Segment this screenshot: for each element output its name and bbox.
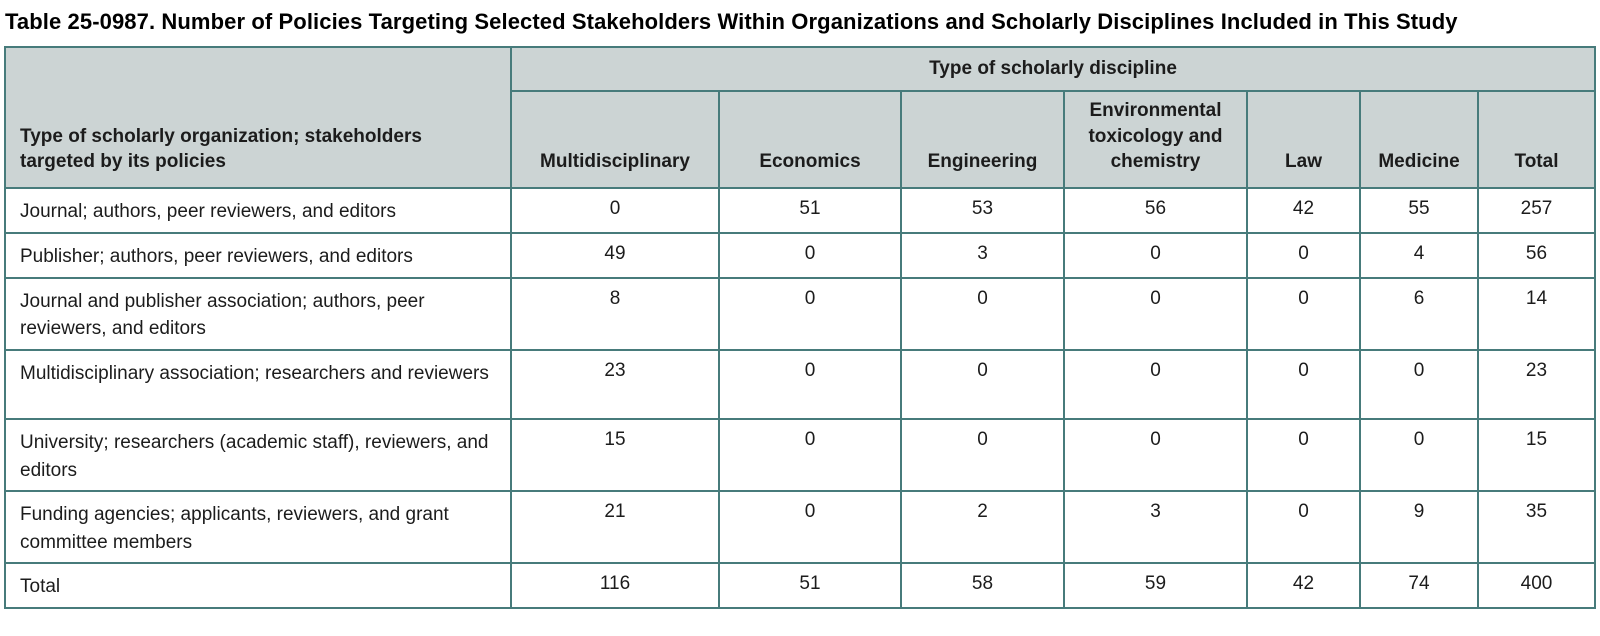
row-label: University; researchers (academic staff), reviewers, and editors: [5, 419, 511, 491]
column-header-total: Total: [1478, 91, 1595, 188]
value-cell: 0: [511, 188, 719, 233]
value-cell: 257: [1478, 188, 1595, 233]
total-value-cell: 42: [1247, 563, 1360, 608]
value-cell: 0: [1064, 278, 1247, 350]
value-cell: 3: [901, 233, 1064, 278]
value-cell: 0: [1247, 491, 1360, 563]
value-cell: 0: [1064, 419, 1247, 491]
table-body: [5, 188, 1595, 608]
value-cell: 0: [901, 278, 1064, 350]
value-cell: 0: [1064, 233, 1247, 278]
table-title: Table 25-0987. Number of Policies Targeting Selected Stakeholders Within Organizations and Scholarly Disciplines Included in This Study: [5, 9, 1458, 34]
page: [0, 6, 1600, 636]
row-label: Publisher; authors, peer reviewers, and editors: [5, 233, 511, 278]
value-cell: 0: [1247, 350, 1360, 419]
value-cell: 0: [719, 491, 901, 563]
column-group-header: Type of scholarly discipline: [511, 47, 1595, 91]
table-row: [5, 491, 1595, 563]
value-cell: 9: [1360, 491, 1478, 563]
value-cell: 6: [1360, 278, 1478, 350]
table-row: [5, 233, 1595, 278]
row-header-label: Type of scholarly organization; stakeholders targeted by its policies: [5, 47, 511, 188]
value-cell: 0: [719, 350, 901, 419]
table-row: [5, 188, 1595, 233]
value-cell: 15: [1478, 419, 1595, 491]
total-value-cell: 59: [1064, 563, 1247, 608]
value-cell: 15: [511, 419, 719, 491]
column-header-law: Law: [1247, 91, 1360, 188]
value-cell: 0: [1360, 419, 1478, 491]
total-value-cell: 116: [511, 563, 719, 608]
value-cell: 2: [901, 491, 1064, 563]
value-cell: 0: [901, 419, 1064, 491]
value-cell: 21: [511, 491, 719, 563]
group-header-row: [5, 47, 1595, 91]
column-header-multidisciplinary: Multidisciplinary: [511, 91, 719, 188]
table-row: [5, 350, 1595, 419]
total-row-label: Total: [5, 563, 511, 608]
value-cell: 0: [719, 419, 901, 491]
value-cell: 0: [1247, 233, 1360, 278]
value-cell: 3: [1064, 491, 1247, 563]
value-cell: 51: [719, 188, 901, 233]
column-header-medicine: Medicine: [1360, 91, 1478, 188]
value-cell: 49: [511, 233, 719, 278]
row-label: Multidisciplinary association; researchers and reviewers: [5, 350, 511, 419]
value-cell: 56: [1064, 188, 1247, 233]
row-label: Journal and publisher association; authors, peer reviewers, and editors: [5, 278, 511, 350]
table-row: [5, 278, 1595, 350]
policy-table: [4, 46, 1596, 609]
value-cell: 0: [1360, 350, 1478, 419]
value-cell: 0: [1064, 350, 1247, 419]
value-cell: 8: [511, 278, 719, 350]
value-cell: 23: [1478, 350, 1595, 419]
value-cell: 42: [1247, 188, 1360, 233]
total-value-cell: 400: [1478, 563, 1595, 608]
table-row: [5, 419, 1595, 491]
total-row: [5, 563, 1595, 608]
value-cell: 56: [1478, 233, 1595, 278]
value-cell: 0: [719, 233, 901, 278]
column-header-economics: Economics: [719, 91, 901, 188]
value-cell: 0: [1247, 278, 1360, 350]
value-cell: 0: [1247, 419, 1360, 491]
value-cell: 4: [1360, 233, 1478, 278]
row-label: Funding agencies; applicants, reviewers, and grant committee members: [5, 491, 511, 563]
value-cell: 35: [1478, 491, 1595, 563]
value-cell: 0: [901, 350, 1064, 419]
value-cell: 0: [719, 278, 901, 350]
value-cell: 23: [511, 350, 719, 419]
value-cell: 55: [1360, 188, 1478, 233]
total-value-cell: 58: [901, 563, 1064, 608]
value-cell: 14: [1478, 278, 1595, 350]
row-label: Journal; authors, peer reviewers, and editors: [5, 188, 511, 233]
value-cell: 53: [901, 188, 1064, 233]
total-value-cell: 74: [1360, 563, 1478, 608]
column-header-env-tox-chem: Environmental toxicology and chemistry: [1064, 91, 1247, 188]
column-header-engineering: Engineering: [901, 91, 1064, 188]
total-value-cell: 51: [719, 563, 901, 608]
table-header: [5, 47, 1595, 188]
